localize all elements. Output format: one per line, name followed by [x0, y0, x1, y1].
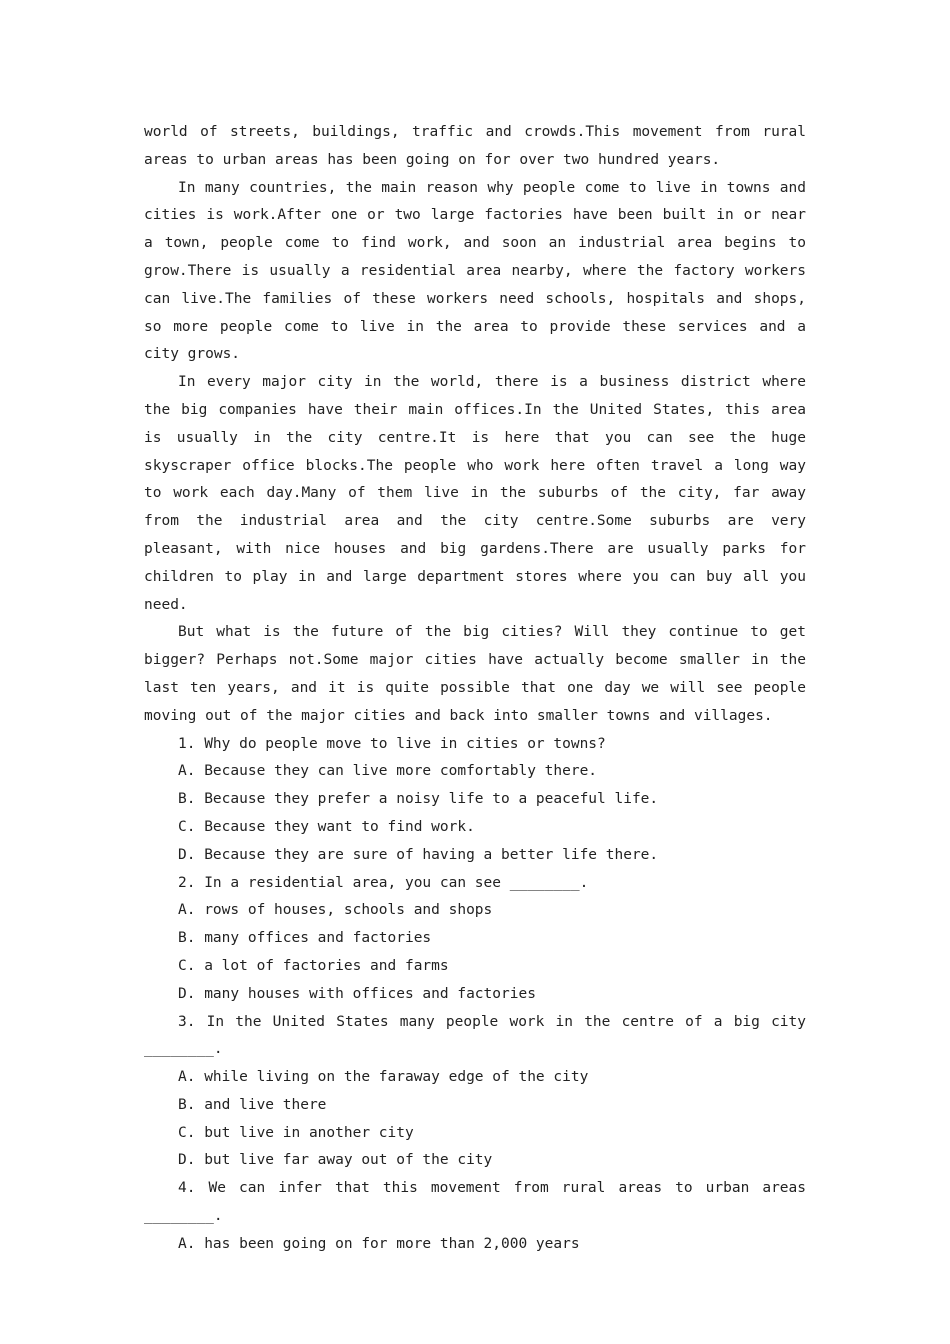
answer-option: B. many offices and factories: [178, 930, 432, 947]
passage-paragraph: But what is the future of the big cities? Will they continue to get bigger? Perhaps not.Some major cities have actually become smaller in the last ten years, and it is quite possible that one day we will see people moving out of the major cities and back into smaller towns and villages.: [144, 624, 806, 724]
answer-option: C. but live in another city: [178, 1124, 414, 1141]
question-stem: 3. In the United States many people work in the centre of a big city ________.: [144, 1013, 806, 1058]
answer-option: B. Because they prefer a noisy life to a peaceful life.: [178, 791, 659, 808]
question-stem: 4. We can infer that this movement from rural areas to urban areas ________.: [144, 1180, 806, 1225]
answer-option: D. but live far away out of the city: [178, 1152, 493, 1169]
question-stem: 1. Why do people move to live in cities or towns?: [178, 735, 606, 752]
reading-passage: [144, 119, 806, 1259]
answer-option: A. while living on the faraway edge of the city: [178, 1069, 589, 1086]
question-2: [144, 870, 806, 1009]
answer-option: C. Because they want to find work.: [178, 818, 475, 835]
passage-paragraph: world of streets, buildings, traffic and crowds.This movement from rural areas to urban areas has been going on for over two hundred years.: [144, 124, 806, 168]
answer-option: A. Because they can live more comfortably there.: [178, 763, 598, 780]
answer-option: A. rows of houses, schools and shops: [178, 902, 493, 919]
passage-paragraph: In many countries, the main reason why people come to live in towns and cities is work.After one or two large factories have been built in or near a town, people come to find work, and soon an industrial area begins to grow.There is usually a residential area nearby, where the factory workers can live.The families of these workers need schools, hospitals and shops, so more people come to live in the area to provide these services and a city grows.: [144, 179, 806, 363]
answer-option: C. a lot of factories and farms: [178, 957, 449, 974]
answer-option: B. and live there: [178, 1096, 327, 1113]
answer-option: D. Because they are sure of having a better life there.: [178, 846, 659, 863]
passage-paragraph: In every major city in the world, there is a business district where the big companies have their main offices.In the United States, this area is usually in the city centre.It is here that you can see the huge skyscraper office blocks.The people who work here often travel a long way to work each day.Many of them live in the suburbs of the city, far away from the industrial area and the city centre.Some suburbs are very pleasant, with nice houses and big gardens.There are usually parks for children to play in and large department stores where you can buy all you need.: [144, 374, 806, 613]
question-4: [144, 1175, 806, 1258]
question-1: [144, 731, 806, 870]
question-3: [144, 1009, 806, 1176]
answer-option: A. has been going on for more than 2,000 years: [178, 1235, 580, 1252]
answer-option: D. many houses with offices and factories: [178, 985, 536, 1002]
question-stem: 2. In a residential area, you can see ________.: [178, 874, 589, 891]
